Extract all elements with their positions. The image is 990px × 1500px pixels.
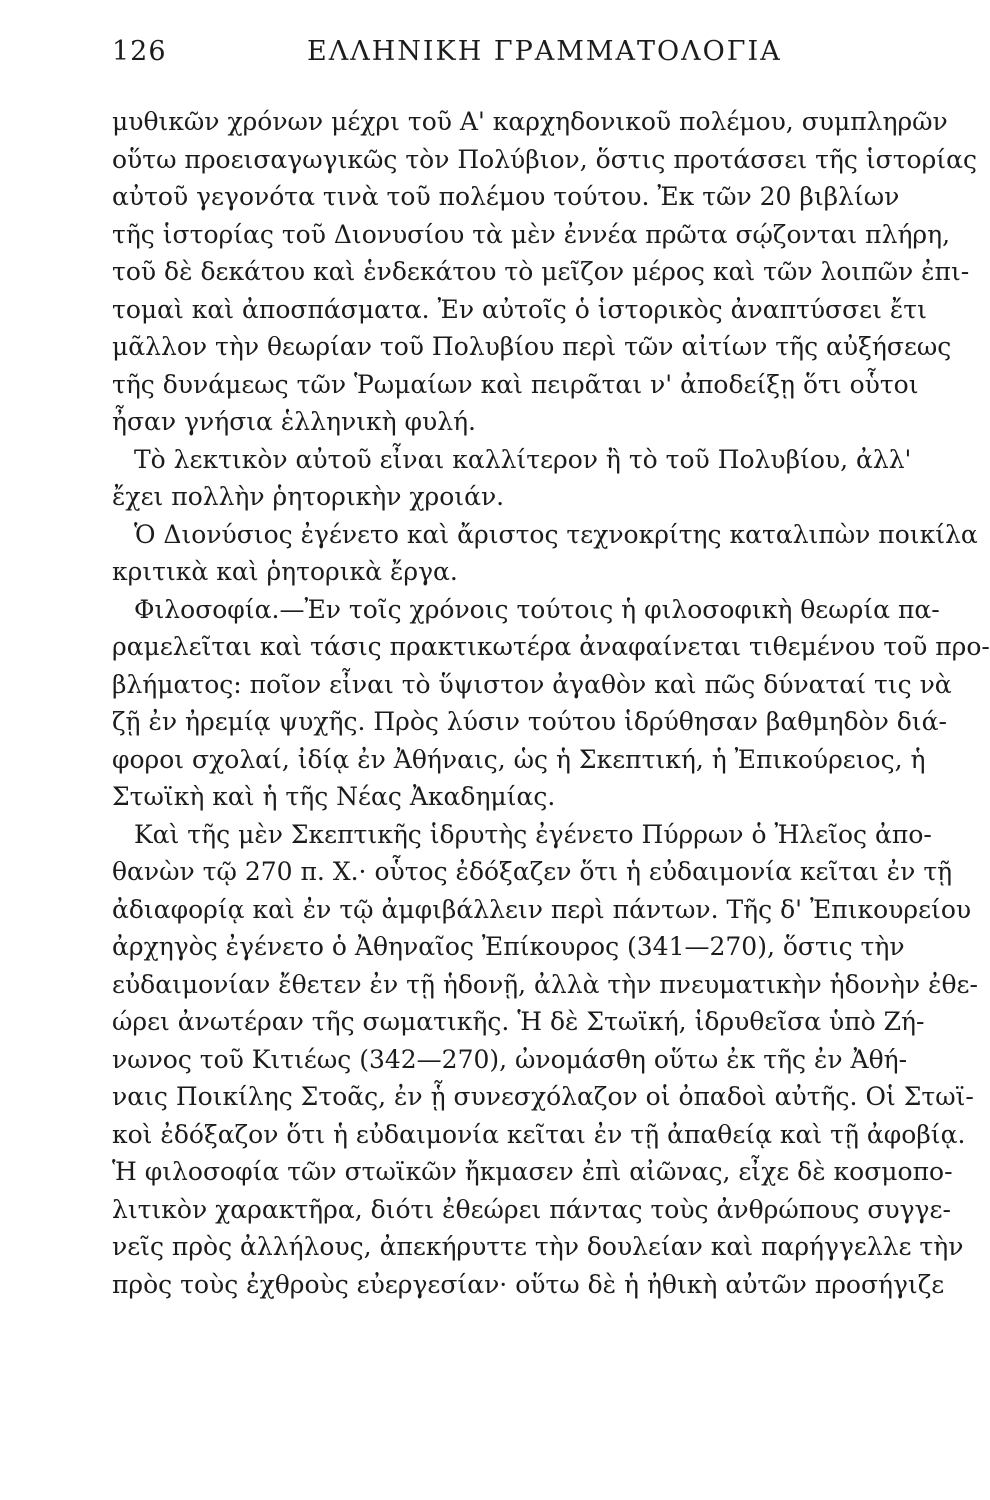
text-line: λιτικὸν χαρακτῆρα, διότι ἐθεώρει πάντας τοὺς ἀνθρώπους συγγε- <box>112 1194 951 1224</box>
text-line: μυθικῶν χρόνων μέχρι τοῦ Α' καρχηδονικοῦ πολέμου, συμπληρῶν <box>112 107 948 136</box>
text-line: τῆς ἱστορίας τοῦ Διονυσίου τὰ μὲν ἐννέα πρῶτα σῴζονται πλήρη, <box>112 219 951 249</box>
text-line: κριτικὰ καὶ ῥητορικὰ ἔργα. <box>112 557 458 586</box>
text-line: νωνος τοῦ Κιτιέως (342—270), ὠνομάσθη οὕτω ἐκ τῆς ἐν Ἀθή- <box>112 1044 908 1074</box>
text-line: τῆς δυνάμεως τῶν Ῥωμαίων καὶ πειρᾶται ν' ἀποδείξῃ ὅτι οὗτοι <box>112 369 919 399</box>
paragraph <box>112 516 978 591</box>
text-line: κοὶ ἐδόξαζον ὅτι ἡ εὐδαιμονία κεῖται ἐν τῇ ἀπαθείᾳ καὶ τῇ ἀφοβίᾳ. <box>112 1119 966 1149</box>
text-line: ραμελεῖται καὶ τάσις πρακτικωτέρα ἀναφαίνεται τιθεμένου τοῦ προ- <box>112 632 990 661</box>
paragraph <box>112 441 912 516</box>
text-line: Φιλοσοφία.—Ἐν τοῖς χρόνοις τούτοις ἡ φιλοσοφικὴ θεωρία πα- <box>134 594 940 624</box>
text-line: ώρει ἀνωτέραν τῆς σωματικῆς. Ἡ δὲ Στωϊκή, ἱδρυθεῖσα ὑπὸ Ζή- <box>112 1007 925 1036</box>
text-line: τοῦ δὲ δεκάτου καὶ ἑνδεκάτου τὸ μεῖζον μέρος καὶ τῶν λοιπῶν ἐπι- <box>112 257 970 286</box>
text-line: οὕτω προεισαγωγικῶς τὸν Πολύβιον, ὅστις προτάσσει τῆς ἱστορίας <box>112 144 977 174</box>
text-line: ἔχει πολλὴν ῥητορικὴν χροιάν. <box>112 482 505 511</box>
text-line: ἀρχηγὸς ἐγένετο ὁ Ἀθηναῖος Ἐπίκουρος (341—270), ὅστις τὴν <box>112 932 905 961</box>
paragraph <box>112 103 977 441</box>
text-line: ἦσαν γνήσια ἑλληνικὴ φυλή. <box>112 407 476 436</box>
text-line: πρὸς τοὺς ἐχθροὺς εὐεργεσίαν· οὕτω δὲ ἡ ἠθικὴ αὐτῶν προσήγιζε <box>112 1269 945 1299</box>
running-title: ΕΛΛΗΝΙΚΗ ΓΡΑΜΜΑΤΟΛΟΓΙΑ <box>307 36 782 67</box>
text-line: ζῇ ἐν ἠρεμίᾳ ψυχῆς. Πρὸς λύσιν τούτου ἱδρύθησαν βαθμηδὸν διά- <box>112 707 947 736</box>
paragraph <box>112 816 978 1304</box>
text-line: τομαὶ καὶ ἀποσπάσματα. Ἐν αὐτοῖς ὁ ἱστορικὸς ἀναπτύσσει ἔτι <box>112 294 927 324</box>
paragraph <box>112 591 990 816</box>
text-line: Ὁ Διονύσιος ἐγένετο καὶ ἄριστος τεχνοκρίτης καταλιπὼν ποικίλα <box>134 519 978 549</box>
body-text <box>112 103 990 1303</box>
text-line: ἀδιαφορίᾳ καὶ ἐν τῷ ἀμφιβάλλειν περὶ πάντων. Τῆς δ' Ἐπικουρείου <box>112 894 972 924</box>
page-header <box>112 36 848 86</box>
text-line: νεῖς πρὸς ἀλλήλους, ἀπεκήρυττε τὴν δουλείαν καὶ παρήγγελλε τὴν <box>112 1232 964 1261</box>
text-line: θανὼν τῷ 270 π. Χ.· οὗτος ἐδόξαζεν ὅτι ἡ εὐδαιμονία κεῖται ἐν τῇ <box>112 857 953 886</box>
text-line: Ἡ φιλοσοφία τῶν στωϊκῶν ἤκμασεν ἐπὶ αἰῶνας, εἶχε δὲ κοσμοπο- <box>112 1157 953 1186</box>
text-line: Στωϊκὴ καὶ ἡ τῆς Νέας Ἀκαδημίας. <box>112 782 556 811</box>
text-line: Καὶ τῆς μὲν Σκεπτικῆς ἱδρυτὴς ἐγένετο Πύρρων ὁ Ἠλεῖος ἀπο- <box>134 819 932 849</box>
text-line: φοροι σχολαί, ἰδίᾳ ἐν Ἀθήναις, ὡς ἡ Σκεπτική, ἡ Ἐπικούρειος, ἡ <box>112 744 926 774</box>
text-line: μᾶλλον τὴν θεωρίαν τοῦ Πολυβίου περὶ τῶν αἰτίων τῆς αὐξήσεως <box>112 332 952 361</box>
text-line: ναις Ποικίλης Στοᾶς, ἐν ᾗ συνεσχόλαζον οἱ ὀπαδοὶ αὐτῆς. Οἱ Στωϊ- <box>112 1082 974 1111</box>
text-line: βλήματος: ποῖον εἶναι τὸ ὕψιστον ἀγαθὸν καὶ πῶς δύναταί τις νὰ <box>112 669 952 699</box>
text-line: αὐτοῦ γεγονότα τινὰ τοῦ πολέμου τούτου. Ἐκ τῶν 20 βιβλίων <box>112 182 900 211</box>
text-line: εὐδαιμονίαν ἔθετεν ἐν τῇ ἡδονῇ, ἀλλὰ τὴν πνευματικὴν ἡδονὴν ἐθε- <box>112 969 978 999</box>
page-number: 126 <box>112 36 167 67</box>
text-line: Τὸ λεκτικὸν αὐτοῦ εἶναι καλλίτερον ἢ τὸ τοῦ Πολυβίου, ἀλλ' <box>134 444 912 474</box>
